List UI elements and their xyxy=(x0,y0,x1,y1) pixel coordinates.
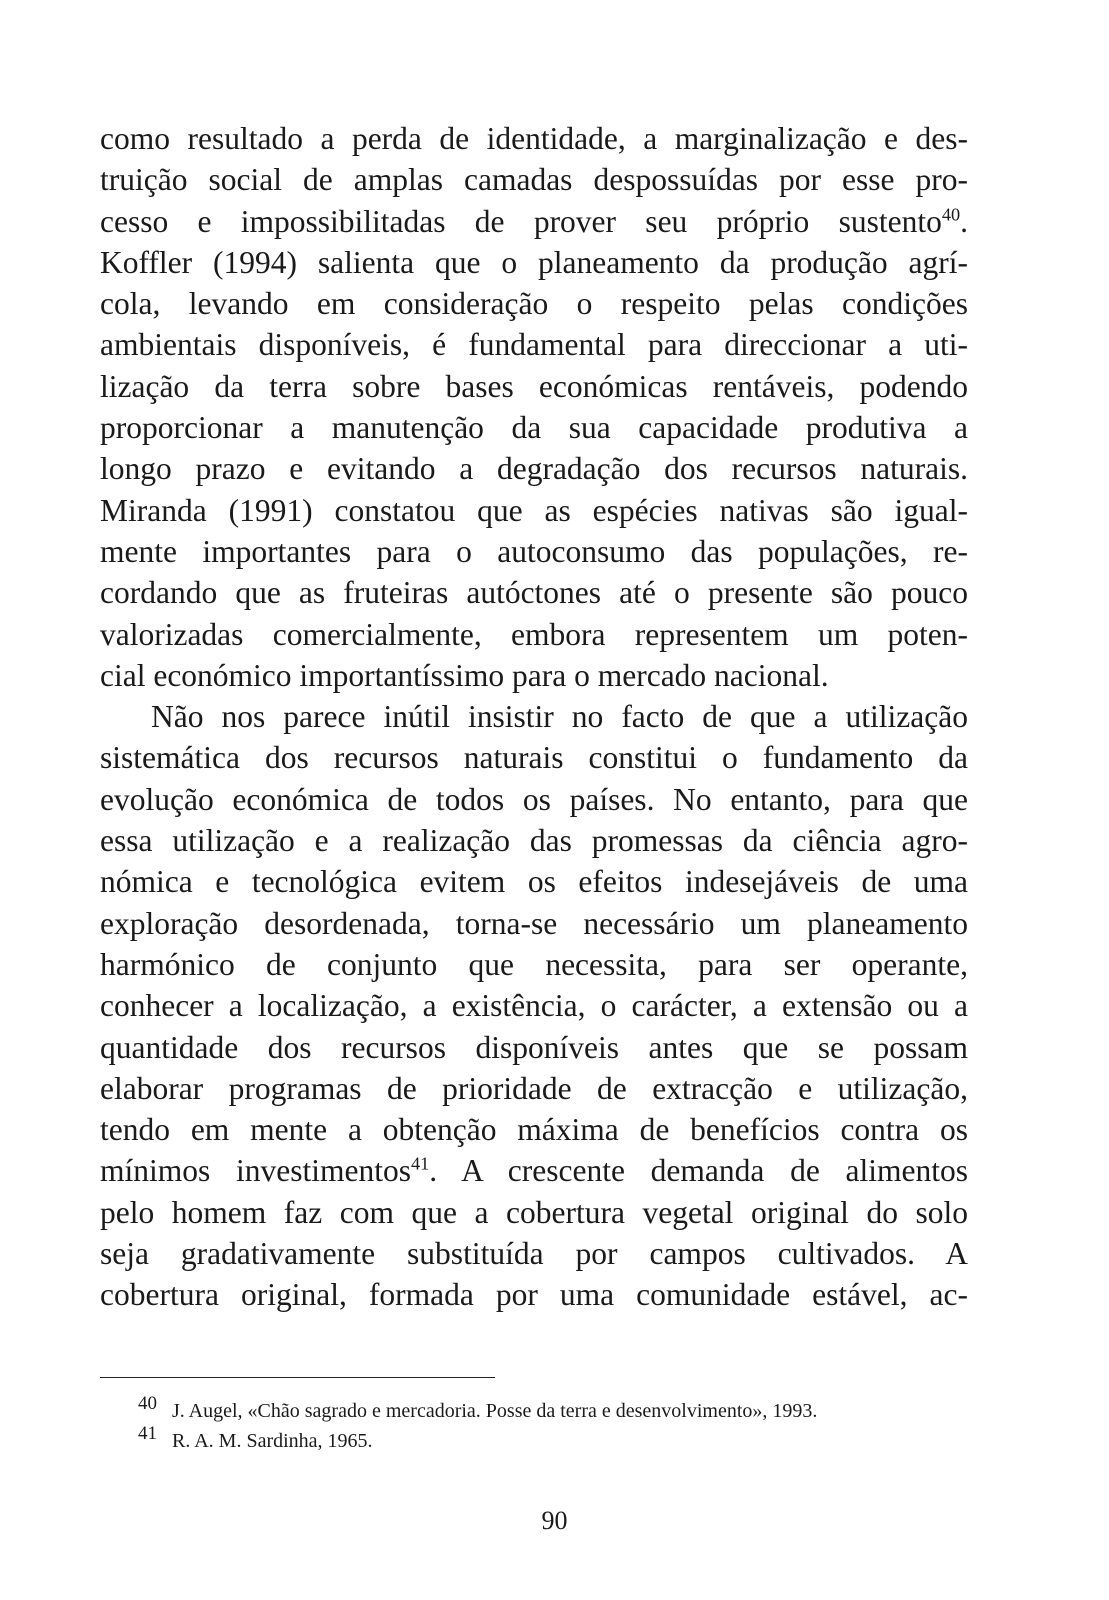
text-line: sistemática dos recursos naturais constitui o fundamento da xyxy=(100,740,968,776)
text-line: cesso e impossibilitadas de prover seu próprio sustento$^{40}$. xyxy=(100,203,968,239)
text-line: ambientais disponíveis, é fundamental para direccionar a uti- xyxy=(100,327,968,363)
text-line: como resultado a perda de identidade, a marginalização e des- xyxy=(100,121,968,156)
text-line: tendo em mente a obtenção máxima de benefícios contra os xyxy=(100,1112,968,1148)
text-line: longo prazo e evitando a degradação dos recursos naturais. xyxy=(100,451,968,487)
text-line: cial económico importantíssimo para o mercado nacional. xyxy=(100,657,829,693)
footnote xyxy=(138,1393,968,1426)
text-line: mínimos investimentos$^{41}$. A crescente demanda de alimentos xyxy=(100,1153,968,1189)
footnote-text: R. A. M. Sardinha, 1965. xyxy=(172,1430,373,1452)
text-line: nómica e tecnológica evitem os efeitos indesejáveis de uma xyxy=(100,864,968,900)
text-line: proporcionar a manutenção da sua capacidade produtiva a xyxy=(100,410,968,446)
text-line: quantidade dos recursos disponíveis antes que se possam xyxy=(100,1029,968,1065)
footnotes xyxy=(138,1393,968,1456)
paragraph-start-line: Não nos parece inútil insistir no facto de que a utilização xyxy=(151,699,968,735)
text-line: mente importantes para o autoconsumo das populações, re- xyxy=(100,533,968,569)
footnote-divider xyxy=(100,1377,495,1378)
text-line: Miranda (1991) constatou que as espécies nativas são igual- xyxy=(100,492,968,528)
text-line: seja gradativamente substituída por campos cultivados. A xyxy=(100,1236,968,1272)
page-number: 90 xyxy=(541,1506,568,1535)
body-text xyxy=(100,118,968,1316)
text-line: cobertura original, formada por uma comunidade estável, ac- xyxy=(100,1277,968,1313)
text-line: evolução económica de todos os países. No entanto, para que xyxy=(100,781,968,817)
footnote-ref-41: 41 xyxy=(410,1154,430,1175)
footnote-ref-40: 40 xyxy=(941,204,961,225)
text-line: cordando que as fruteiras autóctones até o presente são pouco xyxy=(100,575,968,611)
footnote-text: J. Augel, «Chão sagrado e mercadoria. Posse da terra e desenvolvimento», 1993. xyxy=(172,1400,818,1422)
text-line: conhecer a localização, a existência, o carácter, a extensão ou a xyxy=(100,988,968,1024)
text-line: truição social de amplas camadas despossuídas por esse pro- xyxy=(100,162,968,198)
footnote xyxy=(138,1423,968,1456)
text-line: Koffler (1994) salienta que o planeamento da produção agrí- xyxy=(100,244,968,280)
text-line: pelo homem faz com que a cobertura vegetal original do solo xyxy=(100,1194,968,1230)
footnote-number: 41 xyxy=(138,1423,157,1444)
text-line: harmónico de conjunto que necessita, para ser operante, xyxy=(100,946,968,982)
footnote-number: 40 xyxy=(138,1393,157,1414)
text-line: essa utilização e a realização das promessas da ciência agro- xyxy=(100,823,968,859)
text-line: valorizadas comercialmente, embora representem um poten- xyxy=(100,616,968,652)
text-line: lização da terra sobre bases económicas rentáveis, podendo xyxy=(100,368,968,404)
text-line: cola, levando em consideração o respeito pelas condições xyxy=(100,286,968,322)
text-line: exploração desordenada, torna-se necessário um planeamento xyxy=(100,905,968,941)
text-line: elaborar programas de prioridade de extracção e utilização, xyxy=(100,1070,968,1106)
